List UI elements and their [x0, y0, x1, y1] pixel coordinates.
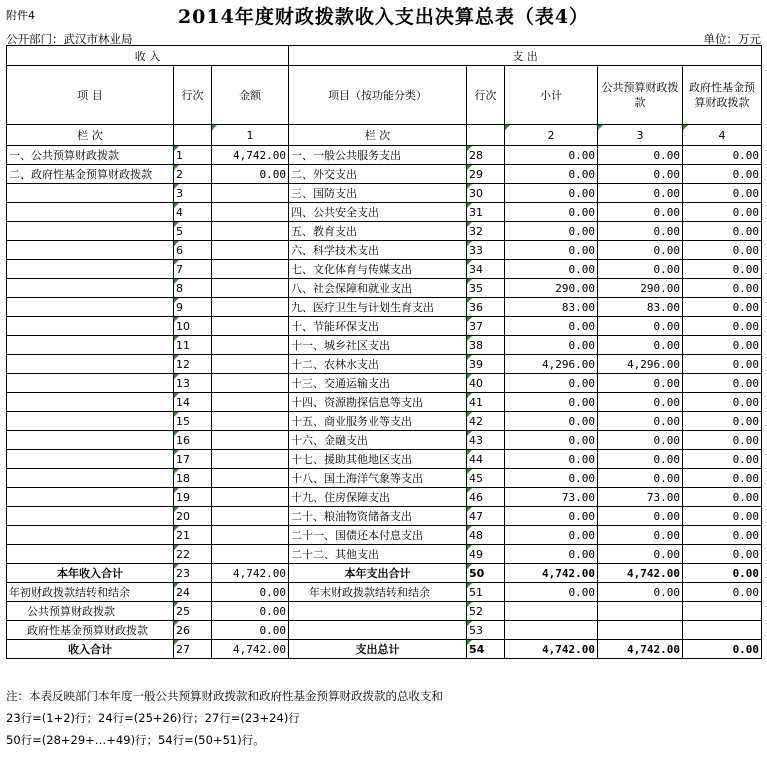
blank-cell: [683, 602, 762, 621]
income-line: 3: [174, 184, 212, 203]
income-item: 二、政府性基金预算财政拨款: [7, 165, 174, 184]
income-item: 一、公共预算财政拨款: [7, 146, 174, 165]
header-row-columns: [7, 66, 762, 125]
table-row: [7, 336, 762, 355]
table-row: [7, 450, 762, 469]
income-grand-label: 收入合计: [7, 640, 174, 659]
expense-line: 49: [467, 545, 505, 564]
income-amount: 0.00: [212, 165, 289, 184]
income-line: 18: [174, 469, 212, 488]
table-row: [7, 317, 762, 336]
income-grand-line: 27: [174, 640, 212, 659]
expense-subtotal: 0.00: [505, 450, 598, 469]
income-amount: [212, 317, 289, 336]
expense-public-budget: 0.00: [598, 545, 683, 564]
attachment-label: 附件4: [6, 9, 35, 22]
col-header-subtotal: 小计: [505, 66, 598, 125]
begin-carryover-label: 年初财政拨款结转和结余: [7, 583, 174, 602]
expense-public-budget: 0.00: [598, 469, 683, 488]
income-item: [7, 450, 174, 469]
table-row: [7, 298, 762, 317]
expense-total-fund: 0.00: [683, 564, 762, 583]
income-amount: [212, 488, 289, 507]
expense-gov-fund: 0.00: [683, 374, 762, 393]
income-section-header: 收 入: [7, 46, 289, 66]
expense-subtotal: 0.00: [505, 184, 598, 203]
income-line: 4: [174, 203, 212, 222]
column-number-2: 2: [505, 125, 598, 146]
expense-line: 32: [467, 222, 505, 241]
expense-item: 十三、交通运输支出: [289, 374, 467, 393]
expense-item: 二十一、国债还本付息支出: [289, 526, 467, 545]
table-row: [7, 146, 762, 165]
header-row-column-numbers: [7, 125, 762, 146]
expense-public-budget: 0.00: [598, 450, 683, 469]
expense-line: 38: [467, 336, 505, 355]
expense-public-budget: 0.00: [598, 203, 683, 222]
income-item: [7, 431, 174, 450]
expense-item: 五、教育支出: [289, 222, 467, 241]
summary-row-grand-total: [7, 640, 762, 659]
table-row: [7, 507, 762, 526]
income-item: [7, 488, 174, 507]
blank-cell: [289, 621, 467, 640]
end-carryover-subtotal: 0.00: [505, 583, 598, 602]
expense-grand-fund: 0.00: [683, 640, 762, 659]
expense-public-budget: 0.00: [598, 507, 683, 526]
expense-gov-fund: 0.00: [683, 507, 762, 526]
income-amount: [212, 279, 289, 298]
income-total-label: 本年收入合计: [7, 564, 174, 583]
expense-line-52: 52: [467, 602, 505, 621]
expense-public-budget: 0.00: [598, 222, 683, 241]
income-amount: [212, 431, 289, 450]
expense-subtotal: 0.00: [505, 469, 598, 488]
expense-item: 六、科学技术支出: [289, 241, 467, 260]
note-line-3: 50行=(28+29+…+49)行；54行=(50+51)行。: [6, 733, 265, 747]
expense-subtotal: 0.00: [505, 146, 598, 165]
expense-gov-fund: 0.00: [683, 545, 762, 564]
expense-gov-fund: 0.00: [683, 469, 762, 488]
expense-grand-label: 支出总计: [289, 640, 467, 659]
income-amount: [212, 469, 289, 488]
expense-gov-fund: 0.00: [683, 412, 762, 431]
summary-row-public-budget: [7, 602, 762, 621]
expense-public-budget: 0.00: [598, 526, 683, 545]
col-header-line: 行次: [174, 66, 212, 125]
income-amount: [212, 393, 289, 412]
blank-cell: [683, 621, 762, 640]
income-item: [7, 507, 174, 526]
table-row: [7, 165, 762, 184]
income-item: [7, 355, 174, 374]
expense-public-budget: 73.00: [598, 488, 683, 507]
table-row: [7, 393, 762, 412]
end-carryover-fund: 0.00: [683, 583, 762, 602]
income-amount: [212, 222, 289, 241]
income-line: 21: [174, 526, 212, 545]
income-line: 11: [174, 336, 212, 355]
expense-gov-fund: 0.00: [683, 317, 762, 336]
expense-line: 33: [467, 241, 505, 260]
begin-public-line: 25: [174, 602, 212, 621]
blank-cell: [505, 602, 598, 621]
expense-subtotal: 0.00: [505, 545, 598, 564]
income-line: 10: [174, 317, 212, 336]
expense-gov-fund: 0.00: [683, 203, 762, 222]
income-line: 1: [174, 146, 212, 165]
table-row: [7, 279, 762, 298]
expense-grand-subtotal: 4,742.00: [505, 640, 598, 659]
expense-line: 34: [467, 260, 505, 279]
income-line: 7: [174, 260, 212, 279]
expense-public-budget: 0.00: [598, 241, 683, 260]
summary-row-annual-total: [7, 564, 762, 583]
column-label-income: 栏 次: [7, 125, 174, 146]
income-line: 5: [174, 222, 212, 241]
begin-fund-amount: 0.00: [212, 621, 289, 640]
header-row-sections: [7, 46, 762, 66]
table-row: [7, 260, 762, 279]
department-label: 公开部门：武汉市林业局: [6, 32, 133, 46]
expense-line: 39: [467, 355, 505, 374]
income-grand-amount: 4,742.00: [212, 640, 289, 659]
table-row: [7, 488, 762, 507]
expense-subtotal: 0.00: [505, 317, 598, 336]
expense-grand-public: 4,742.00: [598, 640, 683, 659]
expense-subtotal: 0.00: [505, 336, 598, 355]
expense-item: 二十、粮油物资储备支出: [289, 507, 467, 526]
table-row: [7, 526, 762, 545]
blank-cell: [505, 621, 598, 640]
income-item: [7, 260, 174, 279]
column-number-blank: [174, 125, 212, 146]
expense-total-public: 4,742.00: [598, 564, 683, 583]
income-line: 19: [174, 488, 212, 507]
expense-line: 40: [467, 374, 505, 393]
expense-total-subtotal: 4,742.00: [505, 564, 598, 583]
begin-public-amount: 0.00: [212, 602, 289, 621]
expense-item: 十五、商业服务业等支出: [289, 412, 467, 431]
expense-subtotal: 0.00: [505, 241, 598, 260]
income-item: [7, 336, 174, 355]
expense-item: 十六、金融支出: [289, 431, 467, 450]
begin-fund-line: 26: [174, 621, 212, 640]
expense-public-budget: 0.00: [598, 260, 683, 279]
expense-subtotal: 0.00: [505, 526, 598, 545]
expense-public-budget: 4,296.00: [598, 355, 683, 374]
budget-table: [6, 45, 762, 659]
expense-line: 30: [467, 184, 505, 203]
income-line: 6: [174, 241, 212, 260]
income-item: [7, 412, 174, 431]
expense-subtotal: 0.00: [505, 165, 598, 184]
expense-gov-fund: 0.00: [683, 241, 762, 260]
table-row: [7, 412, 762, 431]
income-amount: 4,742.00: [212, 146, 289, 165]
table-row: [7, 222, 762, 241]
expense-item: 十、节能环保支出: [289, 317, 467, 336]
expense-gov-fund: 0.00: [683, 260, 762, 279]
income-item: [7, 203, 174, 222]
expense-item: 九、医疗卫生与计划生育支出: [289, 298, 467, 317]
income-amount: [212, 184, 289, 203]
income-amount: [212, 412, 289, 431]
income-line: 22: [174, 545, 212, 564]
expense-subtotal: 0.00: [505, 222, 598, 241]
expense-item: 二十二、其他支出: [289, 545, 467, 564]
expense-section-header: 支 出: [289, 46, 762, 66]
income-item: [7, 545, 174, 564]
expense-subtotal: 0.00: [505, 374, 598, 393]
expense-gov-fund: 0.00: [683, 393, 762, 412]
expense-line: 48: [467, 526, 505, 545]
col-header-item: 项 目: [7, 66, 174, 125]
table-row: [7, 545, 762, 564]
blank-cell: [598, 602, 683, 621]
expense-subtotal: 290.00: [505, 279, 598, 298]
column-number-4: 4: [683, 125, 762, 146]
expense-total-label: 本年支出合计: [289, 564, 467, 583]
expense-item: 二、外交支出: [289, 165, 467, 184]
blank-cell: [598, 621, 683, 640]
expense-item: 七、文化体育与传媒支出: [289, 260, 467, 279]
income-line: 17: [174, 450, 212, 469]
expense-line: 31: [467, 203, 505, 222]
expense-public-budget: 0.00: [598, 374, 683, 393]
expense-gov-fund: 0.00: [683, 450, 762, 469]
expense-line: 29: [467, 165, 505, 184]
expense-line: 42: [467, 412, 505, 431]
expense-item: 一、一般公共服务支出: [289, 146, 467, 165]
expense-gov-fund: 0.00: [683, 279, 762, 298]
income-amount: [212, 355, 289, 374]
income-line: 12: [174, 355, 212, 374]
table-row: [7, 469, 762, 488]
expense-line: 41: [467, 393, 505, 412]
income-item: [7, 184, 174, 203]
expense-total-line: 50: [467, 564, 505, 583]
income-line: 9: [174, 298, 212, 317]
income-item: [7, 279, 174, 298]
income-amount: [212, 241, 289, 260]
expense-public-budget: 0.00: [598, 336, 683, 355]
income-amount: [212, 260, 289, 279]
income-amount: [212, 545, 289, 564]
expense-gov-fund: 0.00: [683, 165, 762, 184]
expense-item: 十九、住房保障支出: [289, 488, 467, 507]
expense-public-budget: 83.00: [598, 298, 683, 317]
expense-gov-fund: 0.00: [683, 184, 762, 203]
unit-label: 单位：万元: [703, 32, 761, 46]
col-header-expense-line: 行次: [467, 66, 505, 125]
income-item: [7, 469, 174, 488]
begin-carryover-amount: 0.00: [212, 583, 289, 602]
table-row: [7, 431, 762, 450]
expense-line: 35: [467, 279, 505, 298]
income-line: 14: [174, 393, 212, 412]
table-row: [7, 184, 762, 203]
income-item: [7, 222, 174, 241]
column-number-3: 3: [598, 125, 683, 146]
expense-gov-fund: 0.00: [683, 431, 762, 450]
expense-subtotal: 0.00: [505, 203, 598, 222]
note-line-1: 注：本表反映部门本年度一般公共预算财政拨款和政府性基金预算财政拨款的总收支和: [6, 689, 443, 703]
income-item: [7, 393, 174, 412]
data-rows: [7, 146, 762, 564]
expense-public-budget: 0.00: [598, 184, 683, 203]
expense-line-53: 53: [467, 621, 505, 640]
blank-cell: [289, 602, 467, 621]
expense-public-budget: 290.00: [598, 279, 683, 298]
income-amount: [212, 450, 289, 469]
expense-gov-fund: 0.00: [683, 488, 762, 507]
income-amount: [212, 374, 289, 393]
expense-subtotal: 0.00: [505, 431, 598, 450]
note-line-2: 23行=(1+2)行；24行=(25+26)行；27行=(23+24)行: [6, 711, 300, 725]
expense-subtotal: 0.00: [505, 507, 598, 526]
income-amount: [212, 298, 289, 317]
column-label-expense: 栏 次: [289, 125, 467, 146]
expense-public-budget: 0.00: [598, 412, 683, 431]
page-title: 2014年度财政拨款收入支出决算总表（表4）: [177, 6, 590, 28]
income-line: 8: [174, 279, 212, 298]
expense-item: 四、公共安全支出: [289, 203, 467, 222]
income-total-line: 23: [174, 564, 212, 583]
expense-line: 28: [467, 146, 505, 165]
expense-public-budget: 0.00: [598, 317, 683, 336]
expense-line: 44: [467, 450, 505, 469]
expense-item: 十四、资源勘探信息等支出: [289, 393, 467, 412]
income-item: [7, 317, 174, 336]
expense-line: 36: [467, 298, 505, 317]
expense-subtotal: 0.00: [505, 393, 598, 412]
expense-item: 十二、农林水支出: [289, 355, 467, 374]
end-carryover-public: 0.00: [598, 583, 683, 602]
expense-gov-fund: 0.00: [683, 222, 762, 241]
table-row: [7, 374, 762, 393]
col-header-gov-fund: 政府性基金预算财政拨款: [683, 66, 762, 125]
table-row: [7, 241, 762, 260]
expense-item: 十一、城乡社区支出: [289, 336, 467, 355]
expense-line: 43: [467, 431, 505, 450]
expense-line: 37: [467, 317, 505, 336]
end-carryover-line: 51: [467, 583, 505, 602]
col-header-public-budget: 公共预算财政拨款: [598, 66, 683, 125]
summary-row-carryover: [7, 583, 762, 602]
expense-line: 47: [467, 507, 505, 526]
expense-subtotal: 73.00: [505, 488, 598, 507]
income-item: [7, 526, 174, 545]
expense-gov-fund: 0.00: [683, 526, 762, 545]
expense-public-budget: 0.00: [598, 165, 683, 184]
expense-gov-fund: 0.00: [683, 298, 762, 317]
table-row: [7, 355, 762, 374]
income-line: 15: [174, 412, 212, 431]
expense-subtotal: 4,296.00: [505, 355, 598, 374]
col-header-amount: 金额: [212, 66, 289, 125]
expense-item: 八、社会保障和就业支出: [289, 279, 467, 298]
expense-public-budget: 0.00: [598, 393, 683, 412]
expense-public-budget: 0.00: [598, 431, 683, 450]
income-total-amount: 4,742.00: [212, 564, 289, 583]
expense-item: 三、国防支出: [289, 184, 467, 203]
expense-grand-line: 54: [467, 640, 505, 659]
column-number-blank: [467, 125, 505, 146]
expense-gov-fund: 0.00: [683, 146, 762, 165]
expense-line: 45: [467, 469, 505, 488]
end-carryover-label: 年末财政拨款结转和结余: [289, 583, 467, 602]
income-item: [7, 298, 174, 317]
income-line: 13: [174, 374, 212, 393]
col-header-func-item: 项目（按功能分类）: [289, 66, 467, 125]
expense-public-budget: 0.00: [598, 146, 683, 165]
expense-subtotal: 83.00: [505, 298, 598, 317]
expense-item: 十七、援助其他地区支出: [289, 450, 467, 469]
column-number-1: 1: [212, 125, 289, 146]
expense-gov-fund: 0.00: [683, 355, 762, 374]
begin-carryover-line: 24: [174, 583, 212, 602]
table-row: [7, 203, 762, 222]
expense-item: 十八、国土海洋气象等支出: [289, 469, 467, 488]
expense-gov-fund: 0.00: [683, 336, 762, 355]
summary-row-gov-fund: [7, 621, 762, 640]
income-amount: [212, 507, 289, 526]
income-item: [7, 241, 174, 260]
income-line: 2: [174, 165, 212, 184]
income-amount: [212, 336, 289, 355]
income-line: 16: [174, 431, 212, 450]
income-item: [7, 374, 174, 393]
begin-fund-label: 政府性基金预算财政拨款: [7, 621, 174, 640]
expense-subtotal: 0.00: [505, 412, 598, 431]
income-line: 20: [174, 507, 212, 526]
expense-subtotal: 0.00: [505, 260, 598, 279]
income-amount: [212, 203, 289, 222]
expense-line: 46: [467, 488, 505, 507]
income-amount: [212, 526, 289, 545]
begin-public-label: 公共预算财政拨款: [7, 602, 174, 621]
